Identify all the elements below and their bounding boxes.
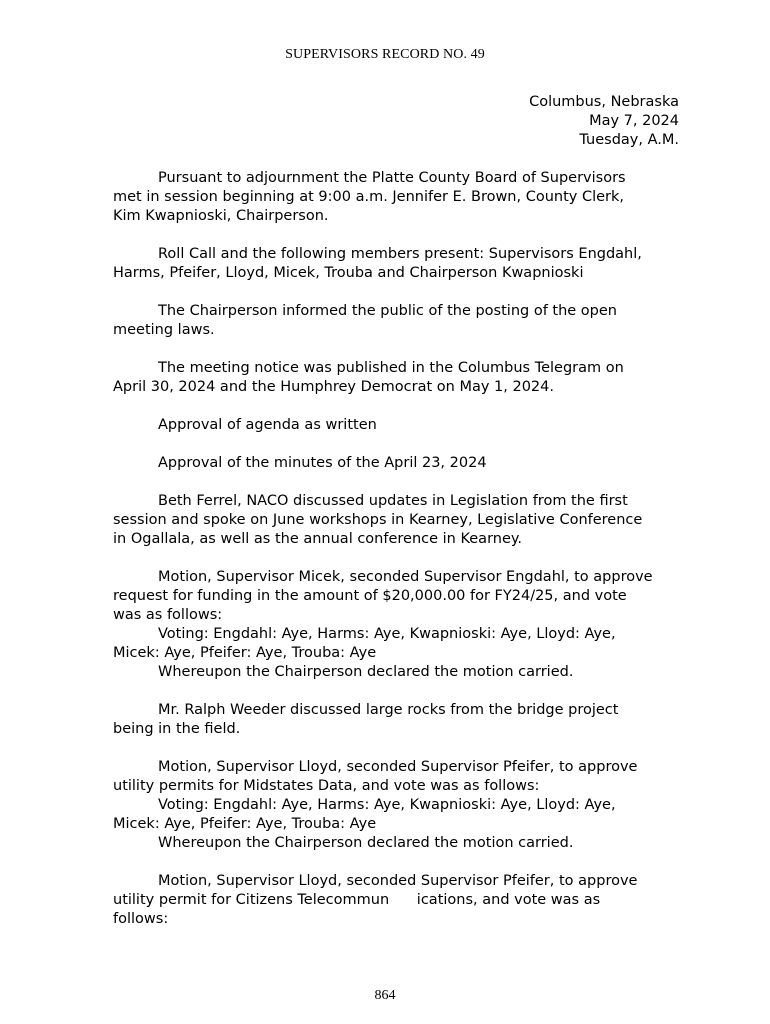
vote-line: Voting: Engdahl: Aye, Harms: Aye, Kwapnioski: Aye, Lloyd: Aye, [158, 797, 616, 813]
paragraph-bridge-rocks [113, 701, 683, 739]
paragraph-line: utility permit for Citizens Telecommun ications, and vote was as [113, 892, 601, 908]
paragraph-line: being in the field. [113, 721, 241, 737]
paragraph-line: Approval of the minutes of the April 23, 2024 [158, 455, 487, 471]
paragraph-line: Motion, Supervisor Lloyd, seconded Supervisor Pfeifer, to approve [158, 759, 638, 775]
paragraph-line: Pursuant to adjournment the Platte County Board of Supervisors [158, 170, 626, 186]
paragraph-line: Motion, Supervisor Micek, seconded Supervisor Engdahl, to approve [158, 569, 653, 585]
dateline-date: May 7, 2024 [589, 113, 679, 129]
paragraph-line: was as follows: [113, 607, 223, 623]
paragraph-line: in Ogallala, as well as the annual conference in Kearney. [113, 531, 523, 547]
vote-line: Micek: Aye, Pfeifer: Aye, Trouba: Aye [113, 816, 377, 832]
dateline [113, 93, 679, 150]
paragraph-line: follows: [113, 911, 169, 927]
paragraph-midstates-motion [113, 758, 683, 853]
paragraph-line: request for funding in the amount of $20,000.00 for FY24/25, and vote [113, 588, 627, 604]
paragraph-line: Beth Ferrel, NACO discussed updates in Legislation from the first [158, 493, 628, 509]
paragraph-minutes-approval [113, 454, 683, 473]
paragraph-open-meeting [113, 302, 683, 340]
dateline-session: Tuesday, A.M. [579, 132, 679, 148]
paragraph-line: met in session beginning at 9:00 a.m. Jennifer E. Brown, County Clerk, [113, 189, 625, 205]
paragraph-naco-update [113, 492, 683, 549]
dateline-place: Columbus, Nebraska [529, 94, 679, 110]
vote-line: Micek: Aye, Pfeifer: Aye, Trouba: Aye [113, 645, 377, 661]
minutes-body [113, 93, 683, 929]
paragraph-line: meeting laws. [113, 322, 215, 338]
paragraph-line: The Chairperson informed the public of the posting of the open [158, 303, 617, 319]
paragraph-opening [113, 169, 683, 226]
motion-carried-line: Whereupon the Chairperson declared the motion carried. [158, 835, 574, 851]
paragraph-line: Roll Call and the following members present: Supervisors Engdahl, [158, 246, 642, 262]
motion-carried-line: Whereupon the Chairperson declared the motion carried. [158, 664, 574, 680]
paragraph-agenda [113, 416, 683, 435]
paragraph-line: The meeting notice was published in the Columbus Telegram on [158, 360, 624, 376]
vote-line: Voting: Engdahl: Aye, Harms: Aye, Kwapnioski: Aye, Lloyd: Aye, [158, 626, 616, 642]
record-header: SUPERVISORS RECORD NO. 49 [285, 47, 485, 62]
paragraph-line: session and spoke on June workshops in Kearney, Legislative Conference [113, 512, 643, 528]
paragraph-line: utility permits for Midstates Data, and vote was as follows: [113, 778, 540, 794]
paragraph-meeting-notice [113, 359, 683, 397]
paragraph-roll-call [113, 245, 683, 283]
paragraph-funding-motion [113, 568, 683, 682]
paragraph-line: Mr. Ralph Weeder discussed large rocks from the bridge project [158, 702, 619, 718]
paragraph-line: Approval of agenda as written [158, 417, 377, 433]
paragraph-line: Kim Kwapnioski, Chairperson. [113, 208, 329, 224]
paragraph-line: April 30, 2024 and the Humphrey Democrat on May 1, 2024. [113, 379, 554, 395]
paragraph-line: Harms, Pfeifer, Lloyd, Micek, Trouba and Chairperson Kwapnioski [113, 265, 584, 281]
page-number: 864 [374, 988, 396, 1003]
paragraph-line: Motion, Supervisor Lloyd, seconded Supervisor Pfeifer, to approve [158, 873, 638, 889]
paragraph-citizens-motion [113, 872, 683, 929]
